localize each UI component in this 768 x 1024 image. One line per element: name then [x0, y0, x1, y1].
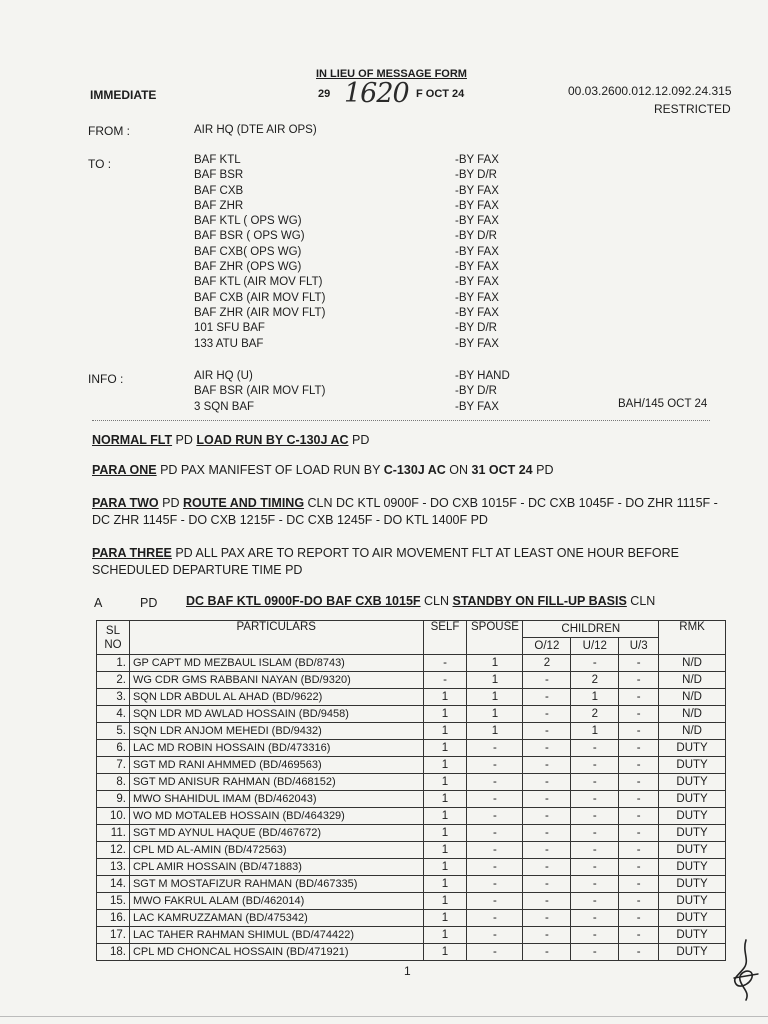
to-recipient: 133 ATU BAF: [194, 337, 264, 350]
to-recipient: BAF ZHR: [194, 199, 244, 212]
header-particulars: PARTICULARS: [129, 621, 423, 655]
para-text: C-130J AC: [383, 463, 446, 477]
cell-spouse: 1: [467, 655, 523, 672]
cell-o12: -: [523, 757, 571, 774]
cell-rmk: DUTY: [659, 910, 726, 927]
cell-o12: -: [523, 672, 571, 689]
cell-spouse: -: [467, 842, 523, 859]
cell-particulars: CPL MD AL-AMIN (BD/472563): [129, 842, 423, 859]
cell-o12: -: [523, 825, 571, 842]
cell-o12: -: [523, 808, 571, 825]
cell-self: 1: [423, 944, 467, 961]
para-text: ON: [445, 463, 472, 477]
cell-self: 1: [423, 723, 467, 740]
table-row: [97, 842, 726, 859]
handwritten-time: 1620: [344, 78, 409, 109]
cell-spouse: -: [467, 927, 523, 944]
to-recipient: BAF BSR: [194, 169, 244, 182]
cell-sl: 10.: [97, 808, 130, 825]
table-row: [97, 689, 726, 706]
cell-rmk: DUTY: [659, 927, 726, 944]
cell-particulars: MWO FAKRUL ALAM (BD/462014): [129, 893, 423, 910]
cell-rmk: DUTY: [659, 859, 726, 876]
para-text: PD ALL PAX ARE TO REPORT TO AIR MOVEMENT FLT AT LEAST ONE HOUR BEFORE SCHEDULED DEPARTURE TIME PD: [92, 546, 679, 577]
cell-self: 1: [423, 927, 467, 944]
cell-spouse: -: [467, 791, 523, 808]
cell-u12: -: [571, 893, 619, 910]
cell-self: 1: [423, 740, 467, 757]
para-text: PD: [532, 463, 554, 477]
delivery-method: -BY HAND: [455, 370, 510, 382]
cell-u3: -: [619, 893, 659, 910]
header-o12: O/12: [523, 638, 571, 655]
cell-particulars: WO MD MOTALEB HOSSAIN (BD/464329): [129, 808, 423, 825]
cell-particulars: WG CDR GMS RABBANI NAYAN (BD/9320): [129, 672, 423, 689]
cell-sl: 4.: [97, 706, 130, 723]
cell-u12: -: [571, 876, 619, 893]
to-recipient: BAF ZHR (OPS WG): [194, 261, 302, 274]
cell-self: 1: [423, 842, 467, 859]
cell-u3: -: [619, 842, 659, 859]
subject-part: LOAD RUN BY C-130J AC: [196, 433, 349, 447]
cell-particulars: SGT MD RANI AHMMED (BD/469563): [129, 757, 423, 774]
cell-spouse: -: [467, 944, 523, 961]
cell-u12: 1: [571, 723, 619, 740]
cell-u3: -: [619, 825, 659, 842]
table-row: [97, 808, 726, 825]
para-three-heading: PARA THREE: [92, 546, 172, 560]
cell-sl: 1.: [97, 655, 130, 672]
cell-u12: -: [571, 655, 619, 672]
cell-particulars: LAC MD ROBIN HOSSAIN (BD/473316): [129, 740, 423, 757]
table-row: [97, 706, 726, 723]
cell-u3: -: [619, 723, 659, 740]
cell-o12: -: [523, 791, 571, 808]
to-recipient: BAF CXB: [194, 184, 244, 197]
delivery-method: -BY FAX: [455, 184, 499, 197]
to-recipient: BAF BSR ( OPS WG): [194, 230, 305, 243]
cell-u3: -: [619, 927, 659, 944]
cell-u12: -: [571, 859, 619, 876]
subject-part: PD: [348, 433, 370, 447]
cell-sl: 14.: [97, 876, 130, 893]
para-three: [92, 545, 732, 579]
table-row: [97, 774, 726, 791]
delivery-method: -BY FAX: [455, 199, 499, 212]
cell-particulars: SGT MD AYNUL HAQUE (BD/467672): [129, 825, 423, 842]
cell-o12: -: [523, 740, 571, 757]
cell-sl: 3.: [97, 689, 130, 706]
cell-u12: -: [571, 825, 619, 842]
cell-rmk: DUTY: [659, 774, 726, 791]
delivery-method: -BY FAX: [455, 154, 499, 166]
table-row: [97, 757, 726, 774]
to-recipient: BAF ZHR (AIR MOV FLT): [194, 306, 326, 319]
cell-u12: 2: [571, 672, 619, 689]
header-u3: U/3: [619, 638, 659, 655]
delivery-method: -BY D/R: [455, 322, 497, 335]
para-text: ROUTE AND TIMING: [182, 496, 305, 510]
cell-sl: 9.: [97, 791, 130, 808]
cell-u3: -: [619, 876, 659, 893]
cell-spouse: -: [467, 893, 523, 910]
para-one: [92, 462, 732, 479]
header-spouse: SPOUSE: [467, 621, 523, 655]
from-label: FROM :: [88, 124, 130, 138]
cell-u12: -: [571, 740, 619, 757]
form-title: IN LIEU OF MESSAGE FORM: [316, 68, 467, 80]
cell-particulars: SGT M MOSTAFIZUR RAHMAN (BD/467335): [129, 876, 423, 893]
cell-sl: 7.: [97, 757, 130, 774]
date-month: F OCT 24: [416, 88, 465, 100]
cell-o12: -: [523, 893, 571, 910]
section-pd: PD: [140, 596, 158, 610]
cell-u12: -: [571, 910, 619, 927]
message-ref: BAH/145 OCT 24: [618, 398, 708, 410]
cell-spouse: 1: [467, 689, 523, 706]
cell-sl: 8.: [97, 774, 130, 791]
cell-rmk: DUTY: [659, 944, 726, 961]
cell-sl: 5.: [97, 723, 130, 740]
table-row: [97, 910, 726, 927]
delivery-method: -BY FAX: [455, 400, 499, 413]
cell-u12: 1: [571, 689, 619, 706]
header-rmk: RMK: [659, 621, 726, 655]
cell-u12: -: [571, 791, 619, 808]
delivery-method: -BY D/R: [455, 230, 497, 243]
section-text: CLN: [420, 594, 453, 608]
cell-sl: 15.: [97, 893, 130, 910]
to-label: TO :: [88, 157, 112, 171]
cell-self: 1: [423, 808, 467, 825]
cell-spouse: -: [467, 825, 523, 842]
cell-rmk: DUTY: [659, 825, 726, 842]
cell-spouse: -: [467, 774, 523, 791]
cell-o12: -: [523, 723, 571, 740]
delivery-method: -BY FAX: [455, 245, 499, 258]
section-a-heading: [186, 594, 655, 608]
cell-self: 1: [423, 910, 467, 927]
separator-line: [92, 420, 710, 421]
cell-rmk: DUTY: [659, 842, 726, 859]
cell-spouse: 1: [467, 706, 523, 723]
to-recipient-list: [194, 153, 325, 352]
subject-line: [92, 432, 732, 449]
page-number: 1: [404, 964, 411, 978]
cell-self: 1: [423, 825, 467, 842]
cell-particulars: CPL AMIR HOSSAIN (BD/471883): [129, 859, 423, 876]
cell-u3: -: [619, 655, 659, 672]
cell-u3: -: [619, 910, 659, 927]
cell-u3: -: [619, 740, 659, 757]
cell-particulars: SQN LDR MD AWLAD HOSSAIN (BD/9458): [129, 706, 423, 723]
cell-o12: -: [523, 876, 571, 893]
info-method-list: [455, 369, 510, 415]
cell-particulars: MWO SHAHIDUL IMAM (BD/462043): [129, 791, 423, 808]
info-label: INFO :: [88, 372, 124, 386]
date-day: 29: [318, 88, 331, 100]
cell-o12: -: [523, 689, 571, 706]
delivery-method: -BY FAX: [455, 306, 499, 319]
cell-u3: -: [619, 757, 659, 774]
cell-rmk: N/D: [659, 689, 726, 706]
cell-sl: 6.: [97, 740, 130, 757]
table-row: [97, 927, 726, 944]
table-row: [97, 655, 726, 672]
header-sl-no: [97, 621, 130, 655]
table-row: [97, 740, 726, 757]
header-no: NO: [104, 638, 122, 651]
cell-rmk: DUTY: [659, 808, 726, 825]
para-text: CLN DC KTL 0900F - DO CXB 1015F - DC CXB 1045F - DO ZHR 1115F - DC ZHR 1145F - DO CXB 1215F - DC CXB 1245F - DO KTL 1400F PD: [92, 496, 718, 527]
signature-mark: [728, 938, 764, 1002]
cell-u12: -: [571, 757, 619, 774]
cell-u3: -: [619, 944, 659, 961]
section-standby: STANDBY ON FILL-UP BASIS: [452, 594, 627, 608]
section-route: DC BAF KTL 0900F-DO BAF CXB 1015F: [186, 594, 421, 608]
cell-particulars: CPL MD CHONCAL HOSSAIN (BD/471921): [129, 944, 423, 961]
cell-u3: -: [619, 706, 659, 723]
subject-part: NORMAL FLT: [92, 433, 173, 447]
table-row: [97, 791, 726, 808]
cell-o12: -: [523, 842, 571, 859]
cell-spouse: 1: [467, 672, 523, 689]
cell-rmk: DUTY: [659, 740, 726, 757]
cell-rmk: N/D: [659, 723, 726, 740]
delivery-method: -BY FAX: [455, 291, 499, 304]
cell-spouse: -: [467, 910, 523, 927]
cell-sl: 13.: [97, 859, 130, 876]
cell-sl: 18.: [97, 944, 130, 961]
info-recipient: AIR HQ (U): [194, 370, 253, 382]
to-recipient: BAF KTL (AIR MOV FLT): [194, 276, 323, 289]
cell-u12: 2: [571, 706, 619, 723]
cell-self: 1: [423, 706, 467, 723]
header-children: CHILDREN: [523, 621, 659, 638]
cell-u3: -: [619, 791, 659, 808]
to-recipient: BAF CXB( OPS WG): [194, 245, 302, 258]
to-recipient: 101 SFU BAF: [194, 322, 265, 335]
header-u12: U/12: [571, 638, 619, 655]
cell-particulars: LAC KAMRUZZAMAN (BD/475342): [129, 910, 423, 927]
cell-particulars: SQN LDR ANJOM MEHEDI (BD/9432): [129, 723, 423, 740]
section-letter: A: [94, 596, 103, 610]
cell-rmk: N/D: [659, 706, 726, 723]
cell-particulars: SGT MD ANISUR RAHMAN (BD/468152): [129, 774, 423, 791]
cell-o12: -: [523, 910, 571, 927]
delivery-method: -BY FAX: [455, 276, 499, 289]
to-recipient: BAF KTL ( OPS WG): [194, 215, 302, 228]
table-row: [97, 876, 726, 893]
para-two: [92, 495, 732, 529]
table-row: [97, 859, 726, 876]
from-value: AIR HQ (DTE AIR OPS): [194, 124, 317, 136]
cell-particulars: GP CAPT MD MEZBAUL ISLAM (BD/8743): [129, 655, 423, 672]
classification: RESTRICTED: [654, 102, 731, 116]
cell-o12: -: [523, 927, 571, 944]
table-row: [97, 944, 726, 961]
delivery-method: -BY D/R: [455, 169, 497, 182]
cell-u3: -: [619, 808, 659, 825]
para-text: PD: [158, 496, 183, 510]
precedence: IMMEDIATE: [90, 88, 157, 102]
cell-spouse: -: [467, 876, 523, 893]
delivery-method: -BY D/R: [455, 385, 497, 398]
to-method-list: [455, 153, 499, 352]
cell-sl: 17.: [97, 927, 130, 944]
cell-particulars: SQN LDR ABDUL AL AHAD (BD/9622): [129, 689, 423, 706]
page-bottom-edge: [0, 1016, 768, 1017]
table-row: [97, 825, 726, 842]
cell-self: 1: [423, 893, 467, 910]
cell-u12: -: [571, 944, 619, 961]
header-sl: SL: [105, 624, 120, 637]
cell-u3: -: [619, 774, 659, 791]
cell-sl: 12.: [97, 842, 130, 859]
cell-spouse: -: [467, 757, 523, 774]
cell-sl: 2.: [97, 672, 130, 689]
cell-spouse: -: [467, 808, 523, 825]
delivery-method: -BY FAX: [455, 261, 499, 274]
cell-rmk: DUTY: [659, 893, 726, 910]
cell-o12: 2: [523, 655, 571, 672]
cell-self: 1: [423, 859, 467, 876]
to-recipient: BAF KTL: [194, 154, 241, 166]
cell-sl: 16.: [97, 910, 130, 927]
cell-rmk: DUTY: [659, 876, 726, 893]
para-text: 31 OCT 24: [471, 463, 533, 477]
cell-sl: 11.: [97, 825, 130, 842]
cell-rmk: DUTY: [659, 757, 726, 774]
table-row: [97, 723, 726, 740]
para-two-heading: PARA TWO: [92, 496, 159, 510]
cell-self: 1: [423, 689, 467, 706]
table-row: [97, 893, 726, 910]
cell-self: 1: [423, 774, 467, 791]
cell-self: -: [423, 672, 467, 689]
cell-u12: -: [571, 842, 619, 859]
cell-rmk: DUTY: [659, 791, 726, 808]
cell-o12: -: [523, 774, 571, 791]
to-recipient: BAF CXB (AIR MOV FLT): [194, 291, 326, 304]
header-self: SELF: [423, 621, 467, 655]
para-text: PD PAX MANIFEST OF LOAD RUN BY: [156, 463, 384, 477]
cell-o12: -: [523, 944, 571, 961]
reference-number: 00.03.2600.012.12.092.24.315: [568, 84, 732, 98]
info-recipient: BAF BSR (AIR MOV FLT): [194, 385, 326, 398]
cell-self: 1: [423, 876, 467, 893]
subject-part: PD: [172, 433, 197, 447]
cell-spouse: -: [467, 740, 523, 757]
cell-u3: -: [619, 672, 659, 689]
cell-o12: -: [523, 859, 571, 876]
delivery-method: -BY FAX: [455, 337, 499, 350]
cell-u12: -: [571, 927, 619, 944]
section-text: CLN: [626, 594, 656, 608]
cell-rmk: N/D: [659, 672, 726, 689]
cell-u12: -: [571, 774, 619, 791]
table-row: [97, 672, 726, 689]
cell-u3: -: [619, 859, 659, 876]
cell-spouse: -: [467, 859, 523, 876]
cell-o12: -: [523, 706, 571, 723]
info-recipient-list: [194, 369, 325, 415]
cell-u12: -: [571, 808, 619, 825]
cell-self: 1: [423, 757, 467, 774]
passenger-table: [96, 620, 726, 961]
cell-particulars: LAC TAHER RAHMAN SHIMUL (BD/474422): [129, 927, 423, 944]
cell-u3: -: [619, 689, 659, 706]
delivery-method: -BY FAX: [455, 215, 499, 228]
para-one-heading: PARA ONE: [92, 463, 157, 477]
info-recipient: 3 SQN BAF: [194, 400, 255, 413]
cell-self: -: [423, 655, 467, 672]
cell-rmk: N/D: [659, 655, 726, 672]
cell-self: 1: [423, 791, 467, 808]
cell-spouse: 1: [467, 723, 523, 740]
